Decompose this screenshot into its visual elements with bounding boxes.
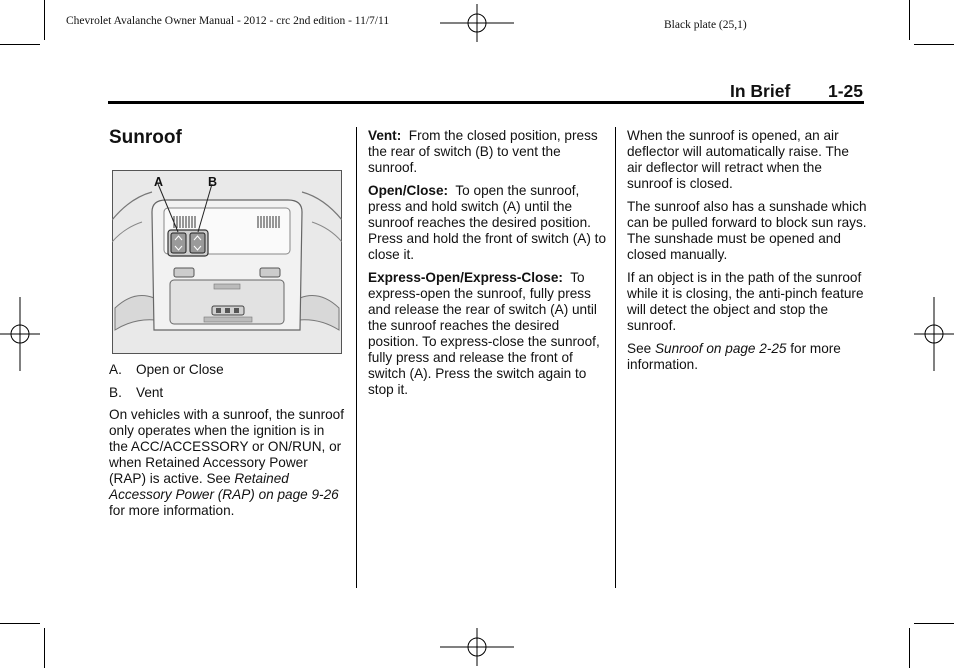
sunshade-paragraph: The sunroof also has a sunshade which can be pulled forward to block sun rays. The sunshade must be opened and closed manually. xyxy=(627,199,867,262)
crop-mark xyxy=(909,628,910,668)
crop-mark xyxy=(44,628,45,668)
header-rule xyxy=(108,101,864,104)
right-column xyxy=(627,128,867,380)
plate-label: Black plate (25,1) xyxy=(664,19,747,31)
legend-text: Vent xyxy=(136,385,164,400)
figure-callout-b: B xyxy=(208,175,218,189)
cross-reference[interactable]: Retained Accessory Power (RAP) on page 9-26 xyxy=(109,471,339,502)
crop-mark xyxy=(914,44,954,45)
cross-reference[interactable]: Sunroof on page 2-25 xyxy=(654,341,787,356)
legend-key: A. xyxy=(109,362,122,377)
registration-mark xyxy=(0,297,40,371)
registration-mark xyxy=(914,297,954,371)
figure-callout-a: A xyxy=(154,175,164,189)
legend-item xyxy=(109,385,164,400)
section-name: In Brief xyxy=(730,81,791,101)
crop-mark xyxy=(44,0,45,40)
see-also-paragraph: See Sunroof on page 2-25 for more information. xyxy=(627,341,841,372)
registration-mark xyxy=(440,628,514,666)
legend-item xyxy=(109,362,224,377)
vent-paragraph: Vent: From the closed position, press the rear of switch (B) to vent the sunroof. xyxy=(368,128,602,175)
middle-column xyxy=(368,128,608,405)
page-title: Sunroof xyxy=(109,127,182,148)
crop-mark xyxy=(909,0,910,40)
registration-mark xyxy=(440,4,514,42)
air-deflector-paragraph: When the sunroof is opened, an air deflector will automatically raise. The air deflector will retract when the sunroof is closed. xyxy=(627,128,849,191)
column-divider xyxy=(615,127,616,588)
crop-mark xyxy=(0,623,40,624)
overhead-console-illustration xyxy=(112,170,342,354)
legend-text: Open or Close xyxy=(136,362,224,377)
express-paragraph: Express-Open/Express-Close: To express-open the sunroof, fully press and release the rear of switch (A) until the sunroof reaches the desired position. To express-close the sunroof, fully press and release the front of switch (A). Press the switch again to stop it. xyxy=(368,270,604,397)
doc-header-line: Chevrolet Avalanche Owner Manual - 2012 - crc 2nd edition - 11/7/11 xyxy=(66,15,390,27)
page-number: 1-25 xyxy=(827,81,863,101)
anti-pinch-paragraph: If an object is in the path of the sunroof while it is closing, the anti-pinch feature will detect the object and stop the sunroof. xyxy=(627,270,864,333)
column-divider xyxy=(356,127,357,588)
crop-mark xyxy=(0,44,40,45)
legend-key: B. xyxy=(109,385,122,400)
open-close-paragraph: Open/Close: To open the sunroof, press and hold switch (A) until the sunroof reaches the desired position. Press and hold the front of switch (A) to close it. xyxy=(368,183,610,262)
left-paragraph: On vehicles with a sunroof, the sunroof only operates when the ignition is in the ACC/ACCESSORY or ON/RUN, or when Retained Accessory Power (RAP) is active. See Retained Accessory Power (RAP) on page 9-26 for more information. xyxy=(109,407,344,518)
crop-mark xyxy=(914,623,954,624)
